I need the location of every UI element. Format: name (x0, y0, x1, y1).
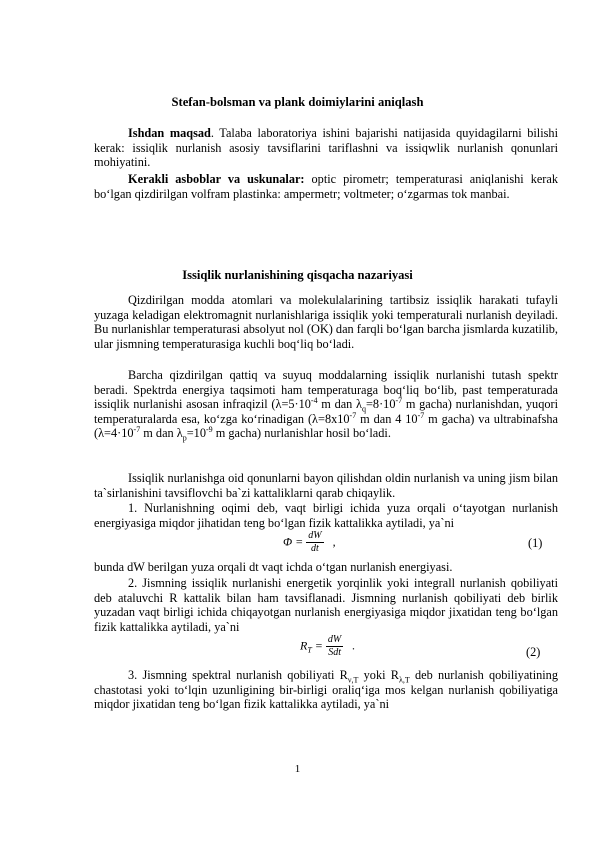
formula-flux (283, 530, 336, 555)
formula1-tail: , (332, 534, 336, 549)
p2-sub-g: p (182, 433, 187, 443)
theory-paragraph-5: bunda dW berilgan yuza orqali dt vaqt ichda o‘tgan nurlanish energiyasi. (94, 560, 453, 574)
p2-sup-e: -7 (417, 410, 425, 420)
formula2-eq: = (311, 638, 323, 653)
formula-radiance (300, 634, 355, 659)
p7-text-c: deb nurlanish qobiliyatining chastotasi yoki to‘lqin uzunligining bir-birligi oraliq‘iga mos kelgan nurlanish qobiliyatiga miqdor jixatidan teng bo‘lgan fizik kattalikka aytiladi, ya`ni (94, 668, 558, 712)
theory-paragraph-7 (94, 668, 558, 712)
section-title: Issiqlik nurlanishining qisqacha nazariyasi (182, 268, 413, 282)
theory-paragraph-1: Qizdirilgan modda atomlari va molekulalarining tartibsiz issiqlik harakati tufayli yuzaga keladigan elektromagnit nurlanishlariga issiqlik yoki temperaturali nurlanish deyiladi. Bu nurlanishlar temperaturasi absolyut nol (OK) dan farqli bo‘lgan barcha jismlarda kuzatilib, ular jismning temperaturasiga kuchli boq‘liq bo‘ladi. (94, 293, 558, 351)
formula2-lhs-sub: T (307, 645, 312, 655)
aim-label: Ishdan maqsad (128, 126, 211, 140)
theory-paragraph-4: 1. Nurlanishning oqimi deb, vaqt birligi ichida yuza orqali o‘tayotgan nurlanish energiyasiga miqdor jihatidan teng bo‘lgan fizik kattalikka aytiladi, ya`ni (94, 501, 558, 530)
p7-sub-b: λ,T (398, 675, 410, 685)
p2-sup-f: -7 (133, 425, 141, 435)
formula1-lhs: Φ = (283, 534, 304, 549)
p2-text-d: m gacha) nurlanishdan, yuqori temperaturalarda esa, ko‘zga ko‘rinadigan (λ=8x10 (94, 397, 559, 426)
formula2-denominator: Sdt (328, 647, 341, 658)
equipment-label: Kerakli asboblar va uskunalar: (128, 172, 305, 186)
formula2-lhs: R (300, 638, 308, 653)
p2-text-h: =10 (186, 426, 206, 441)
p7-sub-a: ν,T (347, 675, 359, 685)
p2-sup-d: -7 (349, 410, 357, 420)
equipment-text: optic pirometr; temperaturasi aniqlanishi kerak bo‘lgan qizdirilgan volfram plastinka: ampermetr; voltmeter; o‘zgarmas tok manbai. (94, 172, 558, 201)
theory-paragraph-2 (94, 368, 558, 441)
equation-number-2: (2) (526, 645, 541, 659)
formula1-fraction (306, 530, 323, 555)
p2-text-i: m gacha) nurlanishlar hosil bo‘ladi. (212, 426, 391, 441)
equation-number-1: (1) (528, 536, 543, 550)
p7-text-a: 3. Jismning spektral nurlanish qobiliyati R (128, 668, 348, 682)
p2-text-f: m gacha) va ultrabinafsha (λ=4·10 (94, 411, 558, 441)
equipment-paragraph (94, 172, 558, 201)
formula2-numerator: dW (327, 634, 342, 645)
formula2-fraction (326, 634, 343, 659)
p2-text-g: m dan λ (140, 426, 183, 441)
p2-sup-a: -4 (310, 396, 318, 406)
p2-text-a: Barcha qizdirilgan qattiq va suyuq moddalarning issiqlik nurlanishi tutash spektr beradi. Spektrda energiya taqsimoti ham temperaturaga boq‘liq bo‘lib, past temperaturada issiqlik nurlanishi asosan infraqizil (λ=5·10 (94, 368, 558, 412)
p2-text-e: m dan 4 10 (356, 411, 418, 426)
p2-sup-c: -7 (395, 396, 403, 406)
p2-text-c: =8·10 (366, 397, 396, 412)
p7-text-b: yoki R (358, 668, 399, 682)
page-number: 1 (294, 763, 301, 775)
p2-sup-h: -9 (205, 425, 213, 435)
p2-text-b: m dan λ (317, 397, 362, 412)
formula2-tail: . (352, 638, 356, 653)
theory-paragraph-6: 2. Jismning issiqlik nurlanishi energetik yorqinlik yoki integrall nurlanish qobiliyati deb ataluvchi R kattalik bilan ham tavsiflanadi. Jismning nurlanish qobiliyati deb birlik yuzadan vaqt birligi ichida chiqayotgan nurlanish energiyasiga miqdor jixatidan teng bo‘lgan fizik kattalikka aytiladi, ya`ni (94, 576, 558, 634)
aim-paragraph (94, 126, 558, 170)
formula1-denominator: dt (311, 543, 319, 554)
p2-sub-b: q (362, 404, 366, 414)
document-title: Stefan-bolsman va plank doimiylarini aniqlash (171, 95, 424, 109)
theory-paragraph-3: Issiqlik nurlanishga oid qonunlarni bayon qilishdan oldin nurlanish va uning jism bilan ta`sirlanishini tavsiflovchi ba`zi kattaliklarni qarab chiqaylik. (94, 471, 558, 500)
aim-text: . Talaba laboratoriya ishini bajarishi natijasida quyidagilarni bilishi kerak: issiqlik nurlanish asosiy tavsiflarini tariflashni va issiqwlik nurlanish qonunlari mohiyatini. (94, 126, 558, 170)
formula1-numerator: dW (308, 530, 322, 541)
